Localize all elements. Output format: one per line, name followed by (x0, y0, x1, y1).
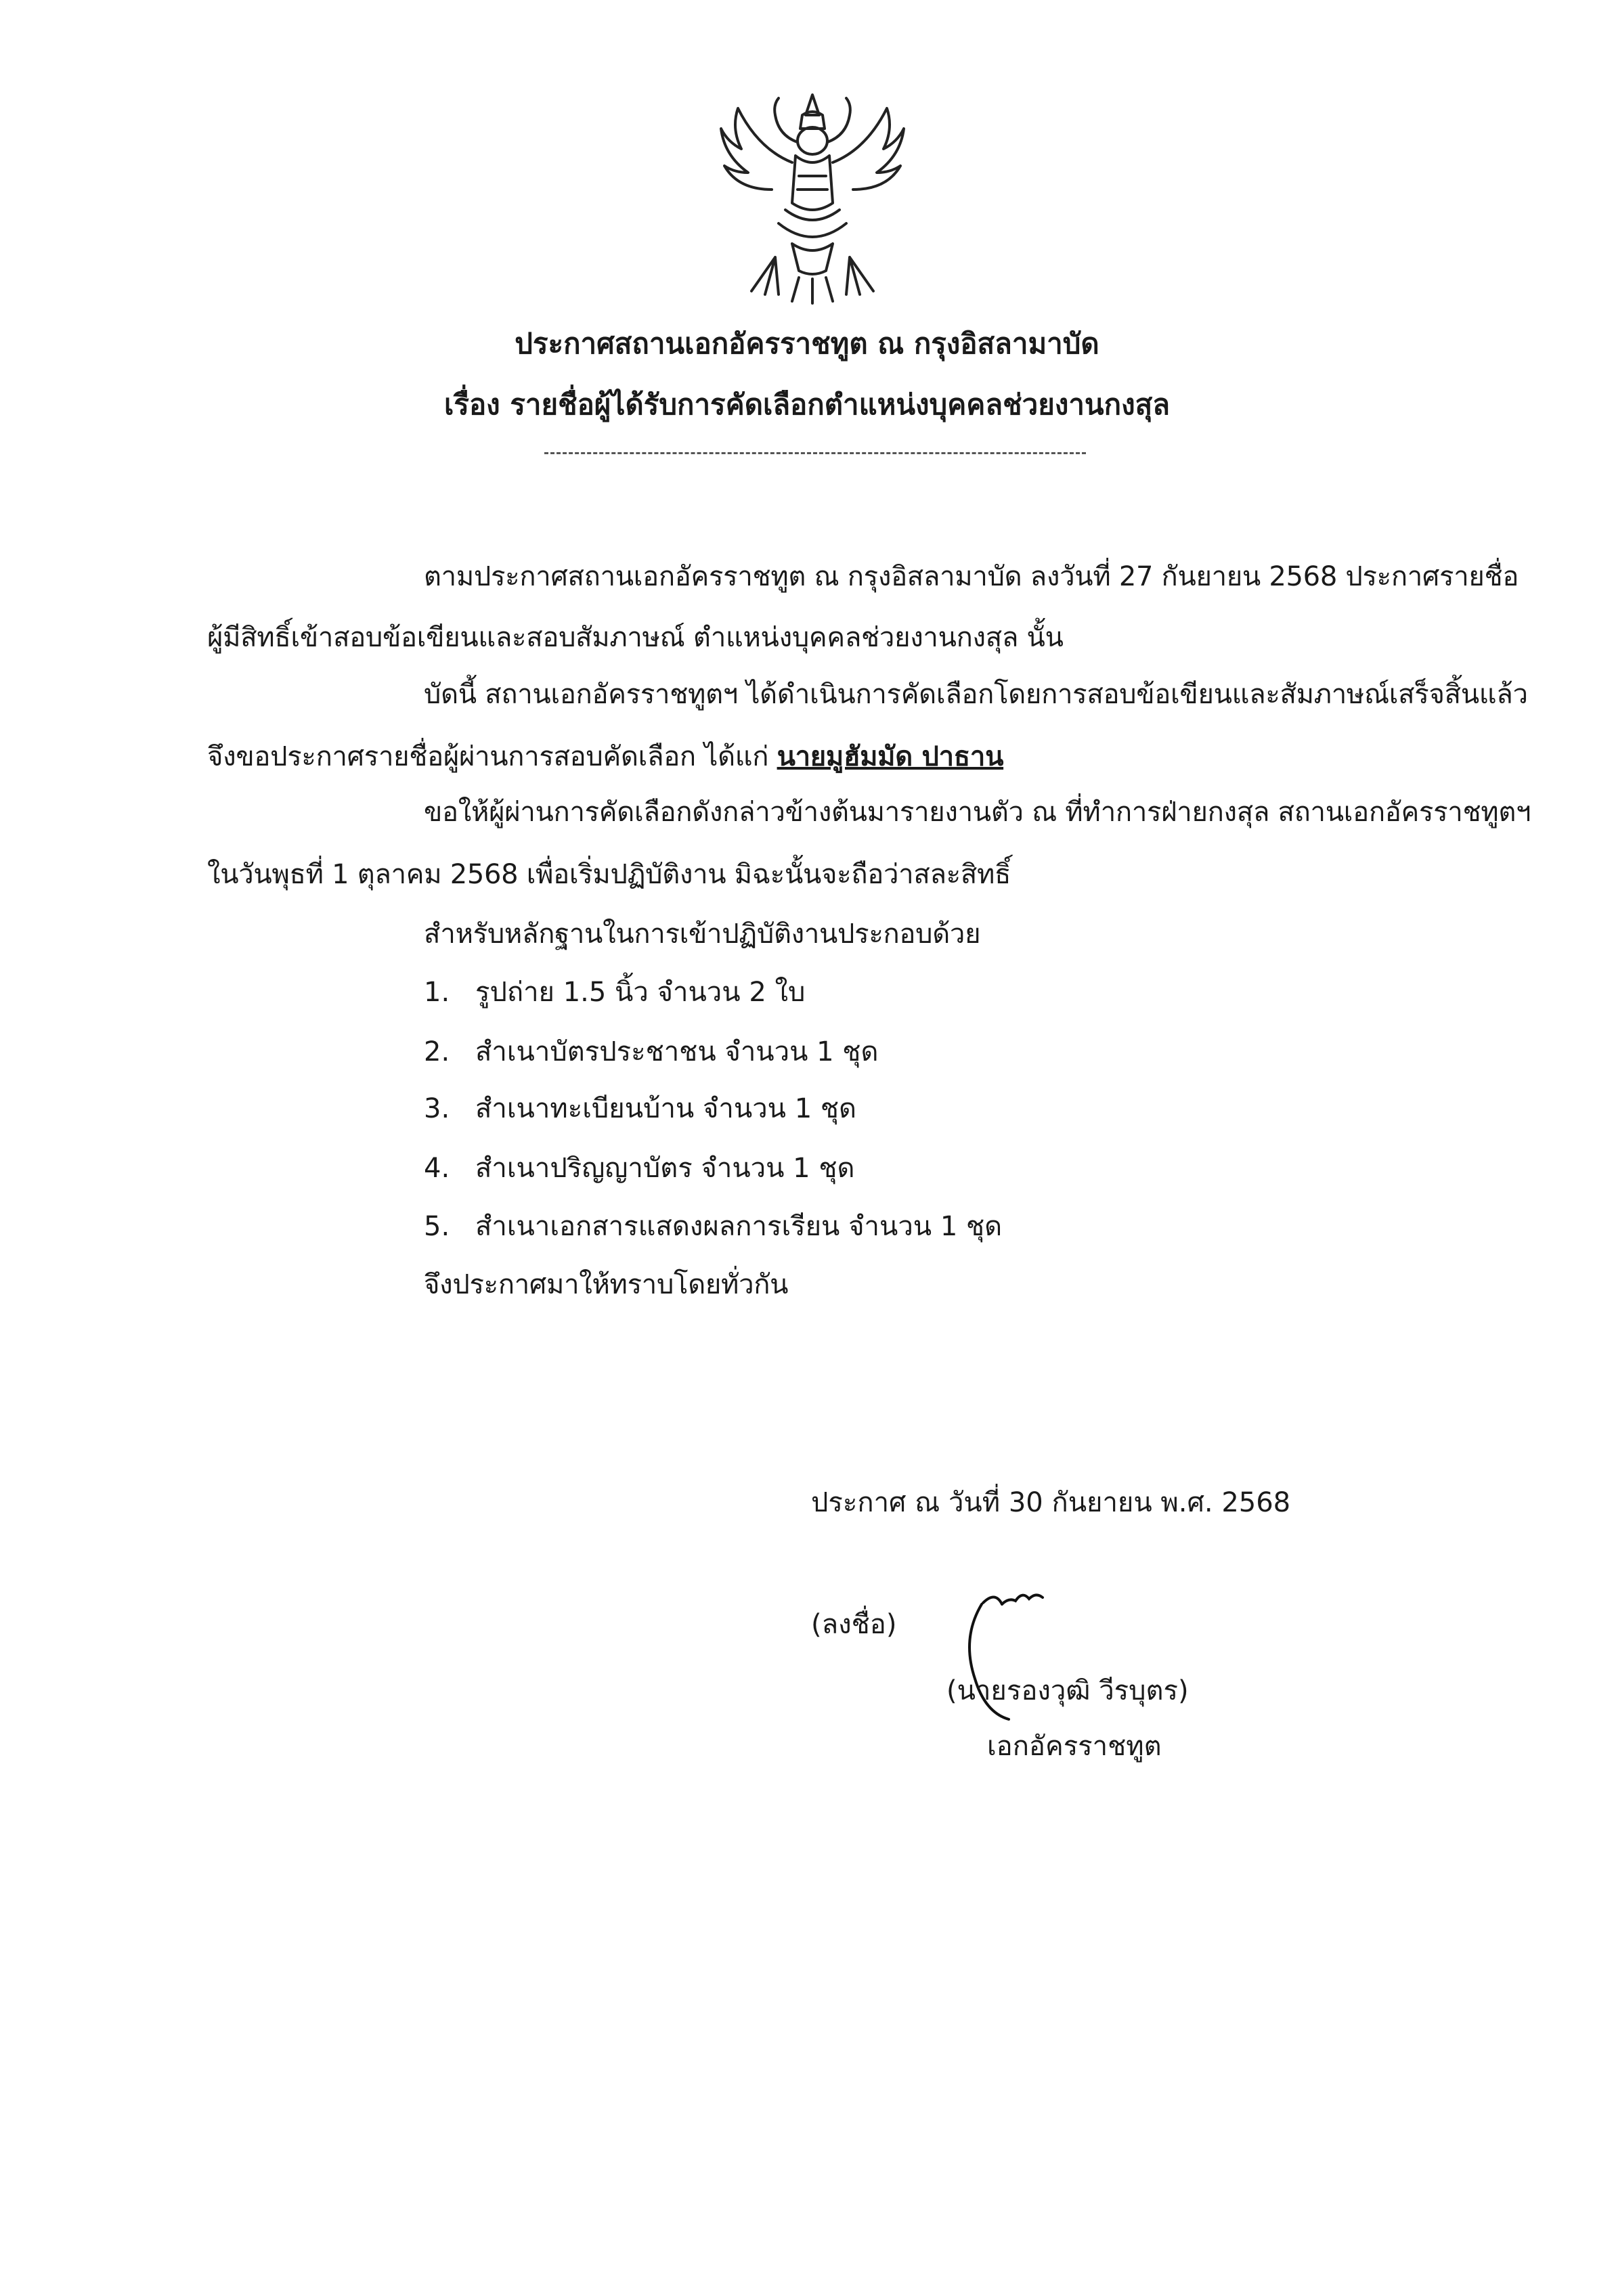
requirement-number: 5. (424, 1211, 450, 1242)
requirement-item (424, 972, 805, 1013)
requirement-text: สำเนาบัตรประชาชน จำนวน 1 ชุด (475, 1036, 879, 1067)
announcement-title: ประกาศสถานเอกอัครราชทูต ณ กรุงอิสลามาบัด (515, 327, 1099, 360)
paragraph-2-prefix: จึงขอประกาศรายชื่อผู้ผ่านการสอบคัดเลือก ได้แก่ (207, 741, 777, 772)
paragraph-2-line-1: บัดนี้ สถานเอกอัครราชทูตฯ ได้ดำเนินการคัดเลือกโดยการสอบข้อเขียนและสัมภาษณ์เสร็จสิ้นแล้ว (424, 679, 1528, 710)
requirement-text: รูปถ่าย 1.5 นิ้ว จำนวน 2 ใบ (475, 977, 806, 1008)
announcement-date: ประกาศ ณ วันที่ 30 กันยายน พ.ศ. 2568 (811, 1487, 1291, 1518)
winner-name: นายมูฮัมมัด ปาธาน (777, 741, 1004, 772)
requirement-number: 1. (424, 977, 450, 1008)
announcement-subject: เรื่อง รายชื่อผู้ได้รับการคัดเลือกตำแหน่งบุคคลช่วยงานกงสุล (444, 388, 1170, 421)
requirement-number: 3. (424, 1093, 450, 1124)
closing-statement: จึงประกาศมาให้ทราบโดยทั่วกัน (424, 1269, 789, 1300)
signer-name: (นายรองวุฒิ วีรบุตร) (946, 1675, 1189, 1706)
garuda-emblem-icon (711, 88, 914, 305)
requirement-text: สำเนาทะเบียนบ้าน จำนวน 1 ชุด (475, 1093, 857, 1124)
paragraph-1-line-2: ผู้มีสิทธิ์เข้าสอบข้อเขียนและสอบสัมภาษณ์ ตำแหน่งบุคคลช่วยงานกงสุล นั้น (207, 622, 1064, 653)
paragraph-4: สำหรับหลักฐานในการเข้าปฏิบัติงานประกอบด้วย (424, 919, 981, 950)
title-divider (544, 452, 1086, 454)
paragraph-3-line-2: ในวันพุธที่ 1 ตุลาคม 2568 เพื่อเริ่มปฏิบัติงาน มิฉะนั้นจะถือว่าสละสิทธิ์ (207, 859, 1011, 890)
paragraph-3-line-1: ขอให้ผู้ผ่านการคัดเลือกดังกล่าวข้างต้นมารายงานตัว ณ ที่ทำการฝ่ายกงสุล สถานเอกอัครราชทูตฯ (424, 797, 1531, 828)
paragraph-2-line-2 (207, 736, 1003, 777)
requirement-text: สำเนาเอกสารแสดงผลการเรียน จำนวน 1 ชุด (475, 1211, 1003, 1242)
signed-label: (ลงชื่อ) (811, 1609, 897, 1640)
requirement-number: 4. (424, 1153, 450, 1184)
requirement-text: สำเนาปริญญาบัตร จำนวน 1 ชุด (475, 1153, 855, 1184)
requirement-item (424, 1148, 854, 1189)
requirement-number: 2. (424, 1036, 450, 1067)
paragraph-1-line-1: ตามประกาศสถานเอกอัครราชทูต ณ กรุงอิสลามาบัด ลงวันที่ 27 กันยายน 2568 ประกาศรายชื่อ (424, 561, 1519, 592)
requirement-item (424, 1088, 856, 1129)
requirement-item (424, 1206, 1002, 1247)
requirement-item (424, 1032, 878, 1072)
signer-title: เอกอัครราชทูต (987, 1731, 1162, 1762)
